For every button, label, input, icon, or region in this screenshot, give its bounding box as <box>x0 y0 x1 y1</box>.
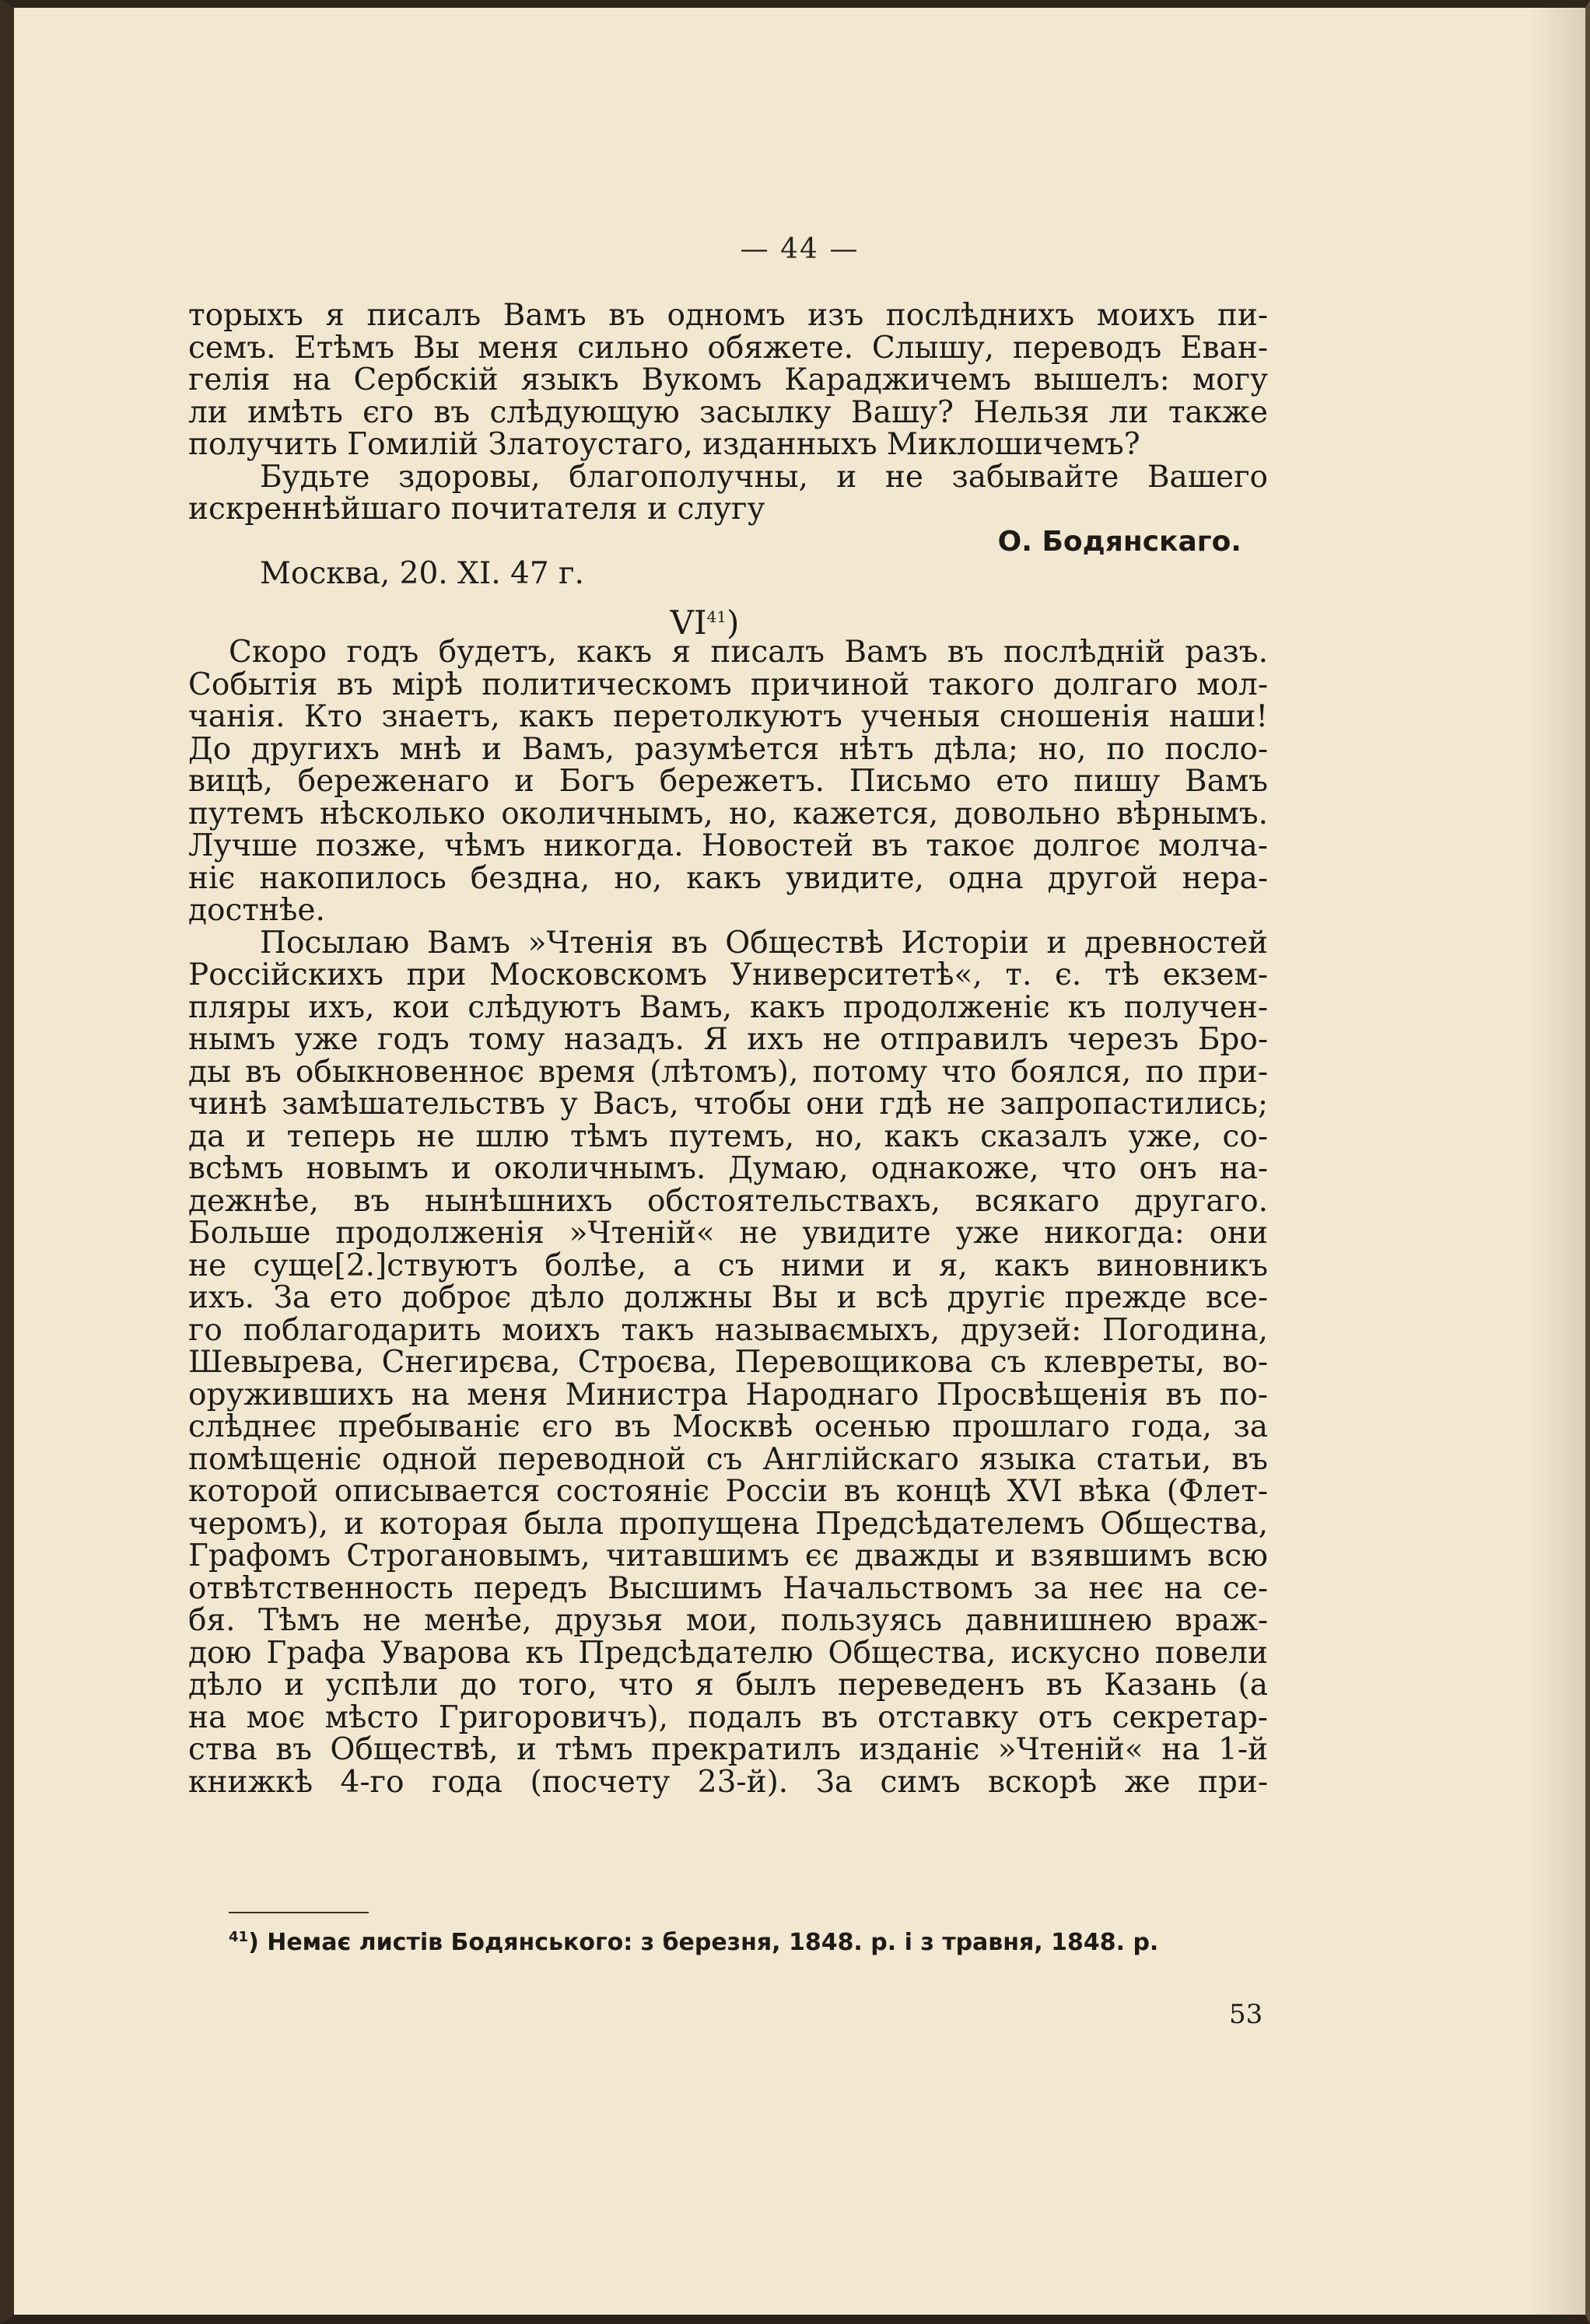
text-line: отвѣтственность передъ Высшимъ Начальствомъ за неє на се- <box>188 1570 1268 1606</box>
footnote-rule <box>229 1912 369 1913</box>
text-line: нымъ уже годъ тому назадъ. Я ихъ не отправилъ черезъ Бро- <box>188 1022 1268 1057</box>
text-line: До другихъ мнѣ и Вамъ, разумѣется нѣтъ дѣла; но, по посло- <box>188 731 1268 767</box>
text-line: чанія. Кто знаетъ, какъ перетолкуютъ ученыя сношенія наши! <box>188 699 1268 734</box>
text-line: ихъ. За ето доброє дѣло должны Вы и всѣ другіє прежде все- <box>188 1280 1268 1315</box>
text-line: получить Гомилій Златоустаго, изданныхъ Миклошичемъ? <box>188 427 1140 462</box>
text-line: Больше продолженія »Чтеній« не увидите уже никогда: они <box>188 1216 1268 1251</box>
text-line: дою Графа Уварова къ Предсѣдателю Общества, искусно повели <box>188 1635 1268 1671</box>
text-line: ды въ обыкновенноє время (лѣтомъ), потому что боялся, по при- <box>188 1054 1268 1090</box>
text-line: вицѣ, береженаго и Богъ бережетъ. Письмо ето пишу Вамъ <box>188 764 1268 799</box>
section-heading <box>188 601 1268 642</box>
text-line: слѣднеє пребываніє єго въ Москвѣ осенью прошлаго года, за <box>188 1409 1268 1444</box>
signature: О. Бодянскаго. <box>997 525 1242 558</box>
text-line: черомъ), и которая была пропущена Предсѣдателемъ Общества, <box>188 1506 1268 1542</box>
text-line: путемъ нѣсколько околичнымъ, но, кажется, довольно вѣрнымъ. <box>188 796 1268 831</box>
text-line: чинѣ замѣшательствъ у Васъ, чтобы они гдѣ не запропастились; <box>188 1087 1268 1122</box>
text-line: да и теперь не шлю тѣмъ путемъ, но, какъ сказалъ уже, со- <box>188 1118 1268 1154</box>
text-line: оружившихъ на меня Министра Народнаго Просвѣщенія въ по- <box>188 1377 1268 1412</box>
text-line: помѣщеніє одной переводной съ Англійскаго языка статьи, въ <box>188 1441 1268 1477</box>
sheet-number: 53 <box>1229 1999 1263 2030</box>
text-line: Графомъ Строгановымъ, читавшимъ єє дважды и взявшимъ всю <box>188 1538 1268 1573</box>
footnote-number: 41 <box>229 1929 249 1945</box>
paragraph-block-1 <box>188 299 1268 526</box>
text-line: ніє накопилось бездна, но, какъ увидите, одна другой нера- <box>188 860 1268 896</box>
section-numeral: VI <box>670 603 707 642</box>
text-line: Шевырева, Снегирєва, Строєва, Перевощикова съ клевреты, во- <box>188 1345 1268 1380</box>
text-line: всѣмъ новымъ и околичнымъ. Думаю, однакоже, что онъ на- <box>188 1151 1268 1186</box>
footnote-text: ) Немає листів Бодянського: з березня, 1848. р. і з травня, 1848. р. <box>248 1929 1159 1956</box>
text-line: Россійскихъ при Московскомъ Университетѣ«, т. є. тѣ екзем- <box>188 957 1268 992</box>
section-suffix: ) <box>726 603 740 642</box>
text-line: искреннѣйшаго почитателя и слугу <box>188 492 765 527</box>
text-line: Посылаю Вамъ »Чтенія въ Обществѣ Исторіи и древностей <box>260 925 1268 961</box>
text-line: пляры ихъ, кои слѣдуютъ Вамъ, какъ продолженіє къ получен- <box>188 989 1268 1025</box>
letter-body <box>188 299 1268 1798</box>
text-line: торыхъ я писалъ Вамъ въ одномъ изъ послѣднихъ моихъ пи- <box>188 298 1268 333</box>
text-line: книжкѣ 4-го года (посчету 23-й). За симъ вскорѣ же при- <box>188 1764 1268 1800</box>
paragraph-block-2 <box>188 636 1268 1798</box>
text-line: семъ. Етѣмъ Вы меня сильно обяжете. Слышу, переводъ Еван- <box>188 330 1268 366</box>
text-line: Событія въ мірѣ политическомъ причиной такого долгаго мол- <box>188 667 1268 702</box>
text-line: бя. Тѣмъ не менѣе, друзья мои, пользуясь давнишнею враж- <box>188 1603 1268 1638</box>
text-line: которой описывается состояніє Россіи въ концѣ XVI вѣка (Флет- <box>188 1474 1268 1509</box>
place-date: Москва, 20. XI. 47 г. <box>260 556 584 591</box>
text-line: не суще[2.]ствуютъ болѣе, а съ ними и я, какъ виновникъ <box>188 1248 1268 1283</box>
text-line: Скоро годъ будетъ, какъ я писалъ Вамъ въ послѣдній разъ. <box>229 635 1268 670</box>
text-line: гелія на Сербскій языкъ Вукомъ Караджичемъ вышелъ: могу <box>188 362 1268 397</box>
footnote <box>229 1929 1240 1956</box>
text-line: достнѣе. <box>188 893 325 928</box>
text-line: дежнѣе, въ нынѣшнихъ обстоятельствахъ, всякаго другаго. <box>188 1183 1268 1219</box>
page-shadow <box>1531 8 1585 2315</box>
text-line: Будьте здоровы, благополучны, и не забывайте Вашего <box>260 459 1268 495</box>
text-line: го поблагодарить моихъ такъ называємыхъ, друзей: Погодина, <box>188 1312 1268 1348</box>
text-line: Лучше позже, чѣмъ никогда. Новостей въ такоє долгоє молча- <box>188 828 1268 863</box>
page-number: — 44 — <box>740 233 860 265</box>
footnote-ref: 41 <box>706 607 727 626</box>
text-line: ли имѣть єго въ слѣдующую засылку Вашу? Нельзя ли также <box>188 394 1268 430</box>
text-line: на моє мѣсто Григоровичъ), подалъ въ отставку отъ секретар- <box>188 1699 1268 1735</box>
text-line: ства въ Обществѣ, и тѣмъ прекратилъ изданіє »Чтеній« на 1-й <box>188 1732 1268 1767</box>
text-line: дѣло и успѣли до того, что я былъ переведенъ въ Казань (а <box>188 1668 1268 1703</box>
